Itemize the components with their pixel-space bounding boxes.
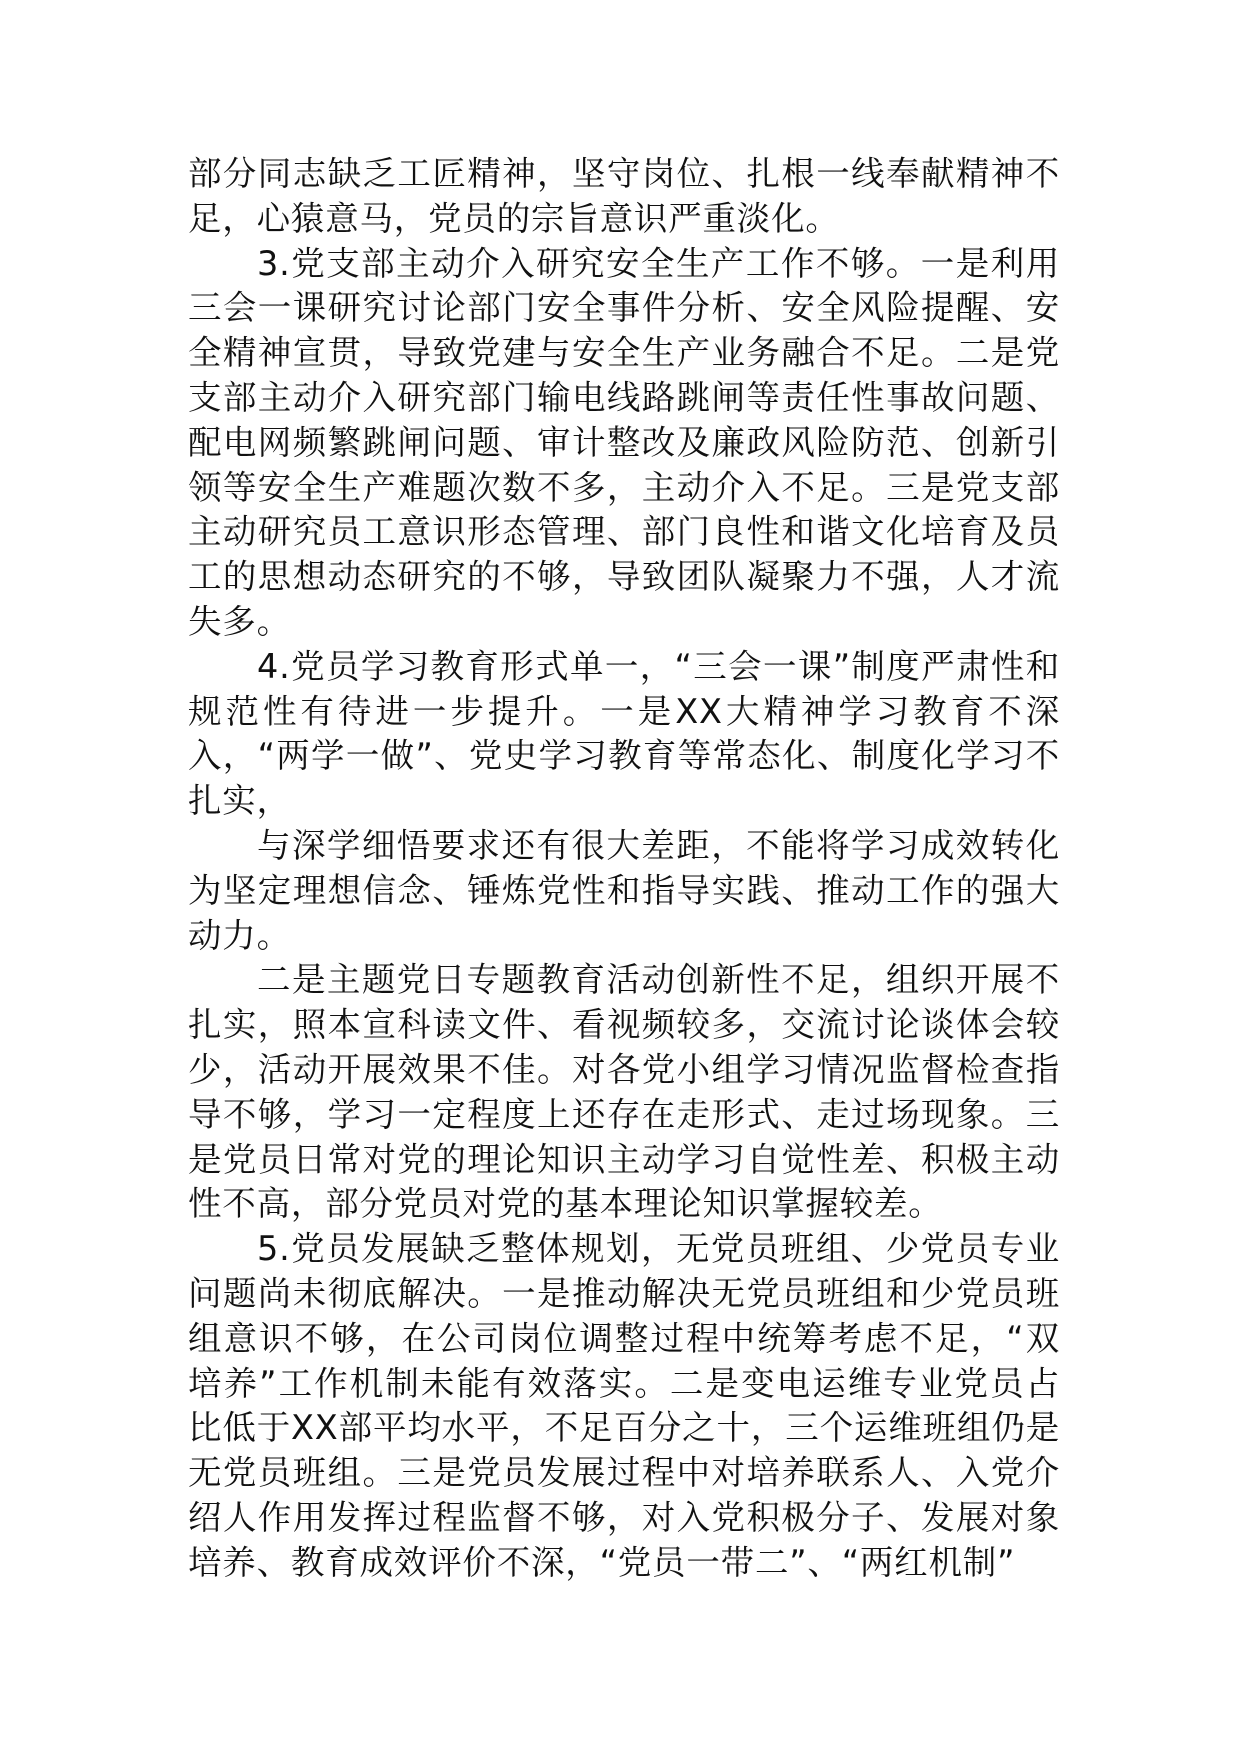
paragraph-party-day-activities: 二是主题党日专题教育活动创新性不足，组织开展不扎实，照本宣科读文件、看视频较多，交流讨论谈体会较少，活动开展效果不佳。对各党小组学习情况监督检查指导不够，学习一定程度上还存在走形式、走过场现象。三是党员日常对党的理论知识主动学习自觉性差、积极主动性不高，部分党员对党的基本理论知识掌握较差。 xyxy=(188,960,1060,1224)
paragraph-study-gap: 与深学细悟要求还有很大差距，不能将学习成效转化为坚定理想信念、锤炼党性和指导实践、推动工作的强大动力。 xyxy=(188,825,1060,955)
paragraph-item-5-member-development: 5.党员发展缺乏整体规划，无党员班组、少党员专业问题尚未彻底解决。一是推动解决无党员班组和少党员班组意识不够，在公司岗位调整过程中统筹考虑不足，“双培养”工作机制未能有效落实。二是变电运维专业党员占比低于XX部平均水平，不足百分之十，三个运维班组仍是无党员班组。三是党员发展过程中对培养联系人、入党介绍人作用发挥过程监督不够，对入党积极分子、发展对象培养、教育成效评价不深，“党员一带二”、“两红机制” xyxy=(188,1229,1060,1582)
document-body xyxy=(188,152,1060,1586)
paragraph-item-3-safety-production: 3.党支部主动介入研究安全生产工作不够。一是利用三会一课研究讨论部门安全事件分析、安全风险提醒、安全精神宣贯，导致党建与安全生产业务融合不足。二是党支部主动介入研究部门输电线路跳闸等责任性事故问题、配电网频繁跳闸问题、审计整改及廉政风险防范、创新引领等安全生产难题次数不多，主动介入不足。三是党支部主动研究员工意识形态管理、部门良性和谐文化培育及员工的思想动态研究的不够，导致团队凝聚力不强，人才流失多。 xyxy=(188,243,1060,641)
paragraph-item-4-study-education: 4.党员学习教育形式单一，“三会一课”制度严肃性和规范性有待进一步提升。一是XX大精神学习教育不深入，“两学一做”、党史学习教育等常态化、制度化学习不扎实， xyxy=(188,646,1060,821)
paragraph-staff-spirit: 部分同志缺乏工匠精神，坚守岗位、扎根一线奉献精神不足，心猿意马，党员的宗旨意识严重淡化。 xyxy=(188,154,1060,238)
